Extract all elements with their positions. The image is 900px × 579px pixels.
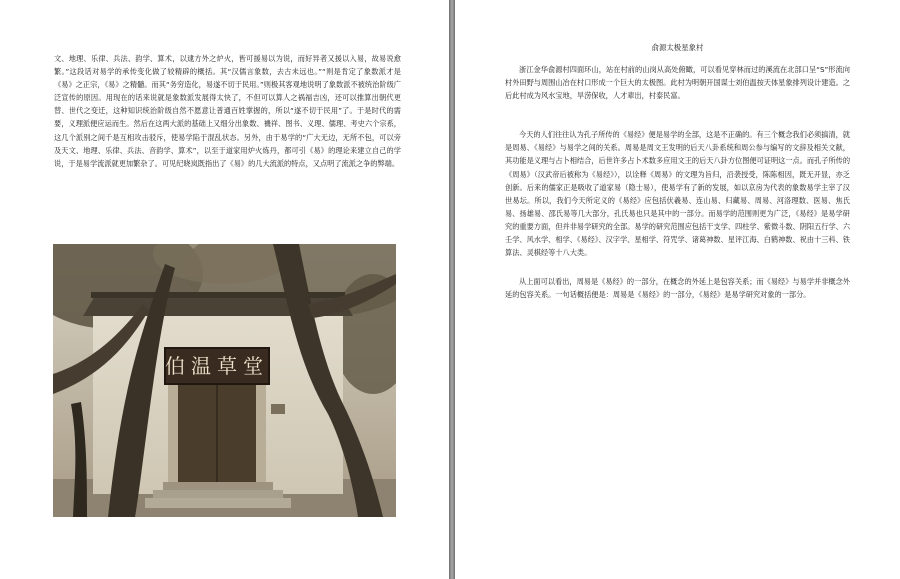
paragraph-conclusion: 从上面可以看出，周易是《易经》的一部分，在概念的外延上是包容关系；而《易经》与易学并非概念外延的包容关系。一句话概括便是：周易是《易经》的一部分，《易经》是易学研究对象的一部分。	[505, 277, 850, 300]
page-heading: 俞源太极星象村	[651, 43, 704, 52]
right-page	[455, 0, 900, 579]
village-hall-photo	[53, 244, 396, 517]
photo-illustration	[53, 244, 396, 517]
left-page-paragraph: 文、地理、乐律、兵法、韵学、算术，以逮方外之炉火，皆可援易以为说，而好异者又援以入易，故易说愈繁。”这段话对易学的承传变化做了较精辟的概括。其“汉儒言象数，去古未远也。”“则是肯定了象数派才是《易》之正宗，《易》之精髓。而其“务穷造化，易遂不切于民用。”则极其客观地说明了象数派不被统治阶级广泛宣传的原因。用现在的话来说就是象数派发展得太快了，不但可以算人之祸福吉凶，还可以推算出朝代更替、世代之变迁，这种知识统治阶级自然不愿意让普通百姓掌握的，所以“遂不切于民用”了。于是时代的需要，义理派便应运而生。然后在这两大派的基础上又细分出象数、禨祥、图书、义理、儒理、考史六个宗系，这几个派别之间千是互相攻击驳斥，使易学陷于混乱状态。另外，由于易学的“广大无边，无所不包，可以旁及天文、地理、乐律、兵法、音韵学、算术”，以至于道家用炉火炼丹，都可引《易》的理论来建立自己的学说，于是易学流派就更加繁杂了。可见纪晓岚既指出了《易》的几大流派的特点，又点明了流派之争的弊端。	[54, 54, 401, 168]
paragraph-village: 浙江金华俞源村四面环山，站在村前的山岗从高处俯瞰，可以看见穿林而过的溪流在北部口呈“S”形流向村外田野与周围山冶在村口形成一个巨大的太极图。此村为明朝开国谋士刘伯温按天体星象排列设计建造。之后此村成为风水宝地，旱涝保收，人才辈出，村泰民富。	[505, 65, 851, 101]
paragraph-yixue-concepts: 今天的人们往往认为孔子所传的《易经》便是易学的全部，这是不正确的。有三个概念我们必须搞清，就是周易、《易经》与易学之间的关系。周易是周文王发明的后天八卦系统和周公参与编写的文辞及相关文献，其功能是义理与占卜相结合，后世许多占卜术数多应用文王的后天八卦方位图便可证明这一点。而孔子所传的《周易》（汉武帝后被称为《易经》），以诠释《周易》的文理为旨归，沿袭授受，陈陈相因，既无开显，亦乏创新。后来的儒家正是吸收了道家易（隐士易），使易学有了新的发展，如以京房为代表的象数易学主宰了汉世易坛。所以，我们今天所定义的《易经》应包括伏羲易、连山易、归藏易、周易、河洛理数、医易、焦氏易、扬雄易、邵氏易等几大部分，孔氏易也只是其中的一部分。而易学的范围则更为广泛，《易经》是易学研究的重要方面，但并非易学研究的全部。易学的研究范围应包括干支学、四柱学、紫微斗数、阴阳五行学、六壬学、风水学、相学、《易经》、汉字学、星相学、符咒学、诸葛神数、星评江海、白鹤神数、祝由十三科、铁算法、灵棋经等十八大类。	[505, 130, 851, 258]
plaque-text: 伯温草堂	[165, 354, 269, 378]
